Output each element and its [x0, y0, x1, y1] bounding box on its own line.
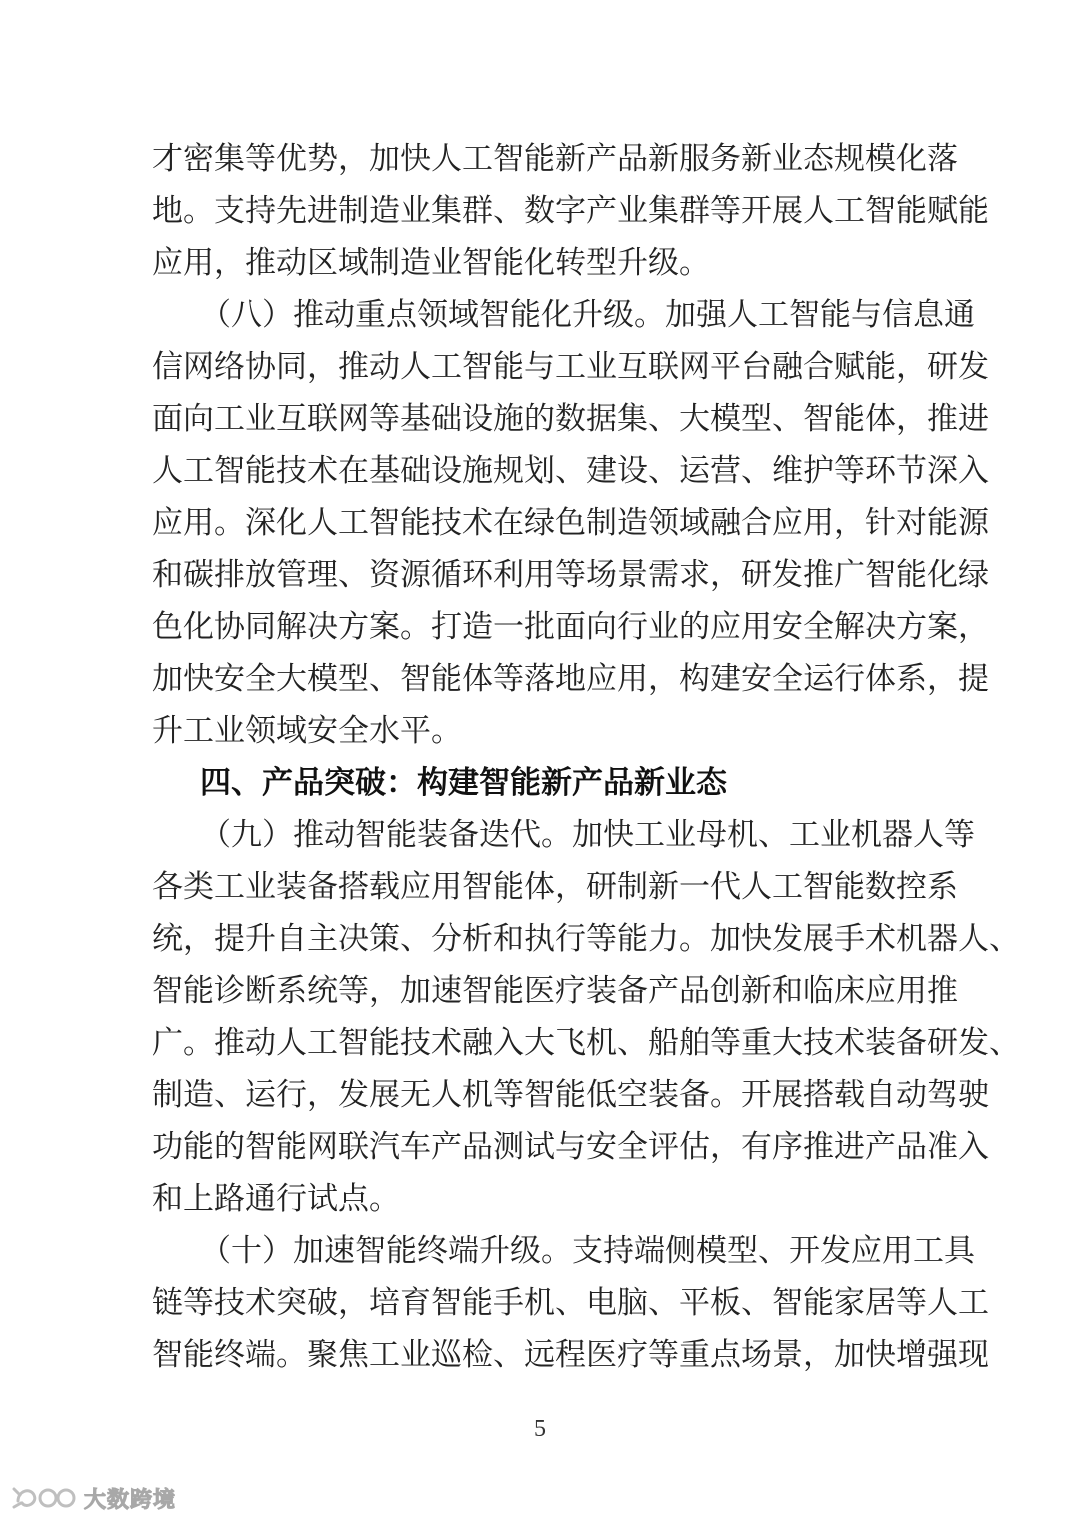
- text-line: 制造、运行，发展无人机等智能低空装备。开展搭载自动驾驶: [152, 1077, 989, 1113]
- text-line: 面向工业互联网等基础设施的数据集、大模型、智能体，推进: [152, 401, 989, 437]
- section-heading: 四、产品突破：构建智能新产品新业态: [200, 765, 727, 801]
- text-line: 人工智能技术在基础设施规划、建设、运营、维护等环节深入: [152, 453, 989, 489]
- text-line: 和上路通行试点。: [152, 1181, 400, 1217]
- paragraph-lead-line: （九）推动智能装备迭代。加快工业母机、工业机器人等: [200, 817, 975, 853]
- text-line: 各类工业装备搭载应用智能体，研制新一代人工智能数控系: [152, 869, 958, 905]
- paragraph-lead-line: （十）加速智能终端升级。支持端侧模型、开发应用工具: [200, 1233, 975, 1269]
- text-line: 智能诊断系统等，加速智能医疗装备产品创新和临床应用推: [152, 973, 958, 1009]
- text-line: 广。推动人工智能技术融入大飞机、船舶等重大技术装备研发、: [152, 1025, 1020, 1061]
- text-line: 信网络协同，推动人工智能与工业互联网平台融合赋能，研发: [152, 349, 989, 385]
- text-line: 应用，推动区域制造业智能化转型升级。: [152, 245, 710, 281]
- text-line: 功能的智能网联汽车产品测试与安全评估，有序推进产品准入: [152, 1129, 989, 1165]
- text-line: 升工业领域安全水平。: [152, 713, 462, 749]
- text-line: 统，提升自主决策、分析和执行等能力。加快发展手术机器人、: [152, 921, 1020, 957]
- text-line: 色化协同解决方案。打造一批面向行业的应用安全解决方案，: [152, 609, 989, 645]
- text-line: 链等技术突破，培育智能手机、电脑、平板、智能家居等人工: [152, 1285, 989, 1321]
- text-line: 加快安全大模型、智能体等落地应用，构建安全运行体系，提: [152, 661, 989, 697]
- page-number: 5: [534, 1416, 546, 1442]
- text-line: 和碳排放管理、资源循环利用等场景需求，研发推广智能化绿: [152, 557, 989, 593]
- watermark-text: 大数跨境: [84, 1487, 177, 1513]
- text-line: 应用。深化人工智能技术在绿色制造领域融合应用，针对能源: [152, 505, 989, 541]
- watermark: [12, 1478, 176, 1518]
- dashuju-logo-icon: [12, 1481, 78, 1515]
- paragraph-lead-line: （八）推动重点领域智能化升级。加强人工智能与信息通: [200, 297, 975, 333]
- text-line: 智能终端。聚焦工业巡检、远程医疗等重点场景，加快增强现: [152, 1337, 989, 1373]
- text-line: 才密集等优势，加快人工智能新产品新服务新业态规模化落: [152, 141, 958, 177]
- text-line: 地。支持先进制造业集群、数字产业集群等开展人工智能赋能: [152, 193, 989, 229]
